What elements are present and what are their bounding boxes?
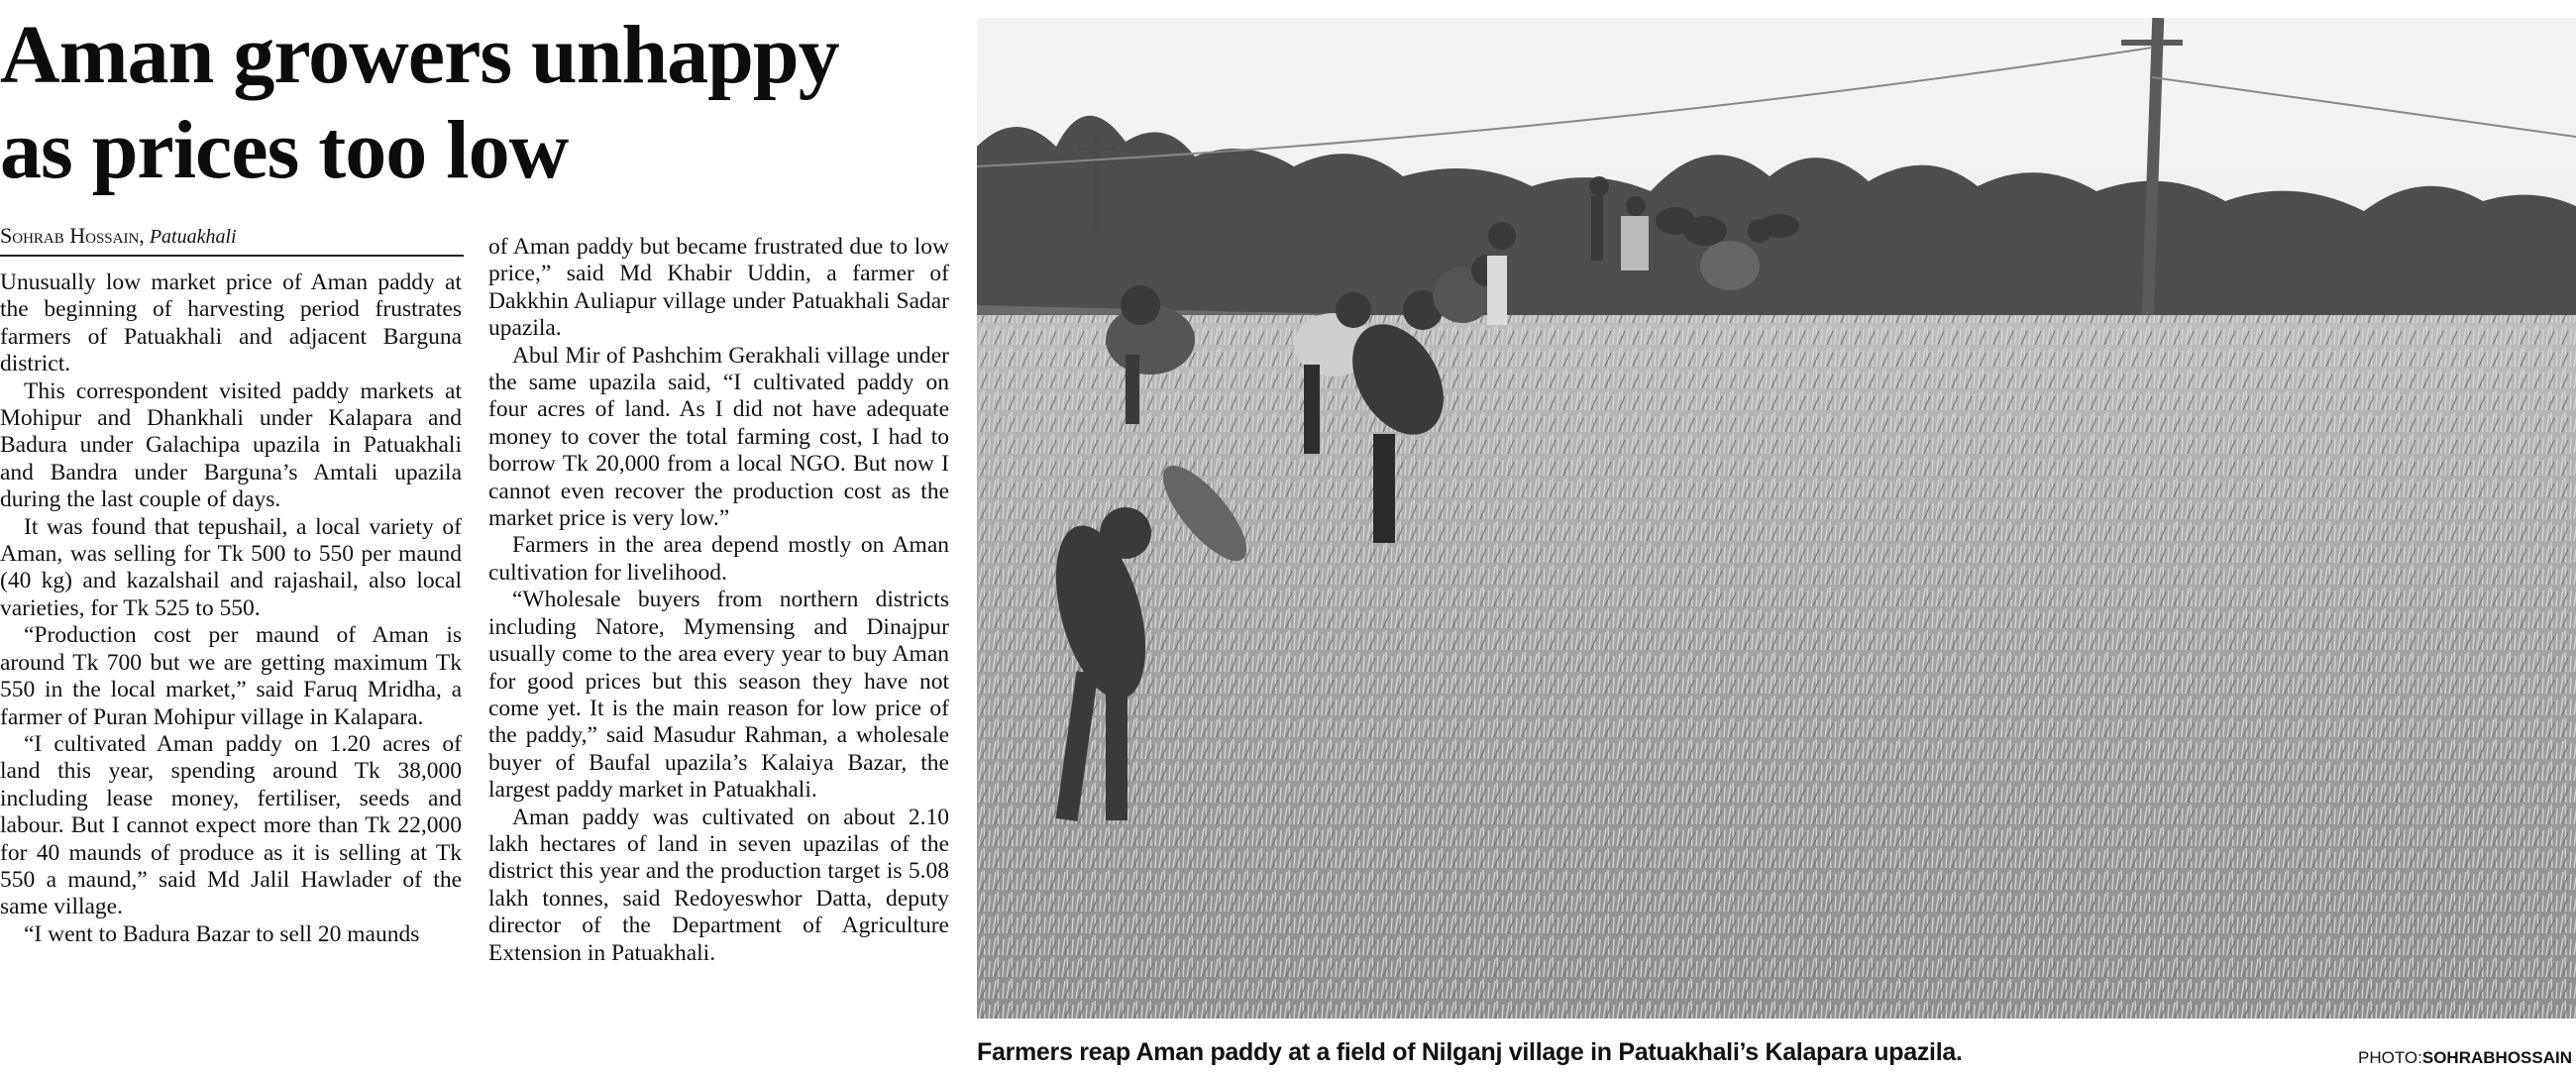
article-column-1 <box>0 269 462 948</box>
paragraph: Aman paddy was cultivated on about 2.10 lakh hectares of land in seven upazilas of the district this year and the production target is 5.08 lakh tonnes, said Redoyeswhor Datta, deputy director of the Department of Agriculture Extension in Patuakhali. <box>488 804 949 966</box>
byline-author: Sohrab Hossain, <box>0 223 145 248</box>
byline-location: Patuakhali <box>149 226 237 248</box>
headline <box>0 8 951 198</box>
paragraph: “Production cost per maund of Aman is around Tk 700 but we are getting maximum Tk 550 in the local market,” said Faruq Mridha, a farmer of Puran Mohipur village in Kalapara. <box>0 622 462 730</box>
byline <box>0 224 464 257</box>
paragraph: of Aman paddy but became frustrated due to low price,” said Md Khabir Uddin, a farmer of Dakkhin Auliapur village under Patuakhali Sadar upazila. <box>488 234 949 342</box>
paragraph: “I went to Badura Bazar to sell 20 maunds <box>24 920 420 947</box>
paragraph: Unusually low market price of Aman paddy at the beginning of harvesting period frustrates farmers of Patuakhali and adjacent Barguna district. <box>0 269 462 377</box>
headline-line-1: Aman growers unhappy <box>0 9 839 101</box>
photo-credit-name: SOHRABHOSSAIN <box>2421 1048 2572 1067</box>
paragraph: “Wholesale buyers from northern districts including Natore, Mymensing and Dinajpur usually come to the area every year to buy Aman for good prices but this season they have not come yet. It is the main reason for low price of the paddy,” said Masudur Rahman, a wholesale buyer of Baufal upazila’s Kalaiya Bazar, the largest paddy market in Patuakhali. <box>488 587 949 804</box>
photo-credit <box>2358 1048 2572 1068</box>
article-column-2 <box>488 234 949 967</box>
photo-illustration <box>977 18 2576 1019</box>
photo-credit-prefix: PHOTO: <box>2358 1048 2422 1067</box>
paragraph: Abul Mir of Pashchim Gerakhali village under the same upazila said, “I cultivated paddy on four acres of land. As I did not have adequate money to cover the total farming cost, I had to borrow Tk 20,000 from a local NGO. But now I cannot even recover the production cost as the market price is very low.” <box>488 342 949 532</box>
paragraph: Farmers in the area depend mostly on Aman cultivation for livelihood. <box>488 532 949 586</box>
photo-caption: Farmers reap Aman paddy at a field of Nilganj village in Patuakhali’s Kalapara upazila. <box>977 1038 1963 1066</box>
paragraph: This correspondent visited paddy markets at Mohipur and Dhankhali under Kalapara and Badura under Galachipa upazila in Patuakhali and Bandra under Barguna’s Amtali upazila during the last couple of days. <box>0 377 462 513</box>
paragraph: It was found that tepushail, a local variety of Aman, was selling for Tk 500 to 550 per maund (40 kg) and kazalshail and rajashail, also local varieties, for Tk 525 to 550. <box>0 513 462 621</box>
headline-line-2: as prices too low <box>0 104 569 196</box>
news-photo <box>977 18 2576 1019</box>
paragraph: “I cultivated Aman paddy on 1.20 acres of land this year, spending around Tk 38,000 including lease money, fertiliser, seeds and labour. But I cannot expect more than Tk 22,000 for 40 maunds of produce as it is selling at Tk 550 a maund,” said Md Jalil Hawlader of the same village. <box>0 730 462 920</box>
